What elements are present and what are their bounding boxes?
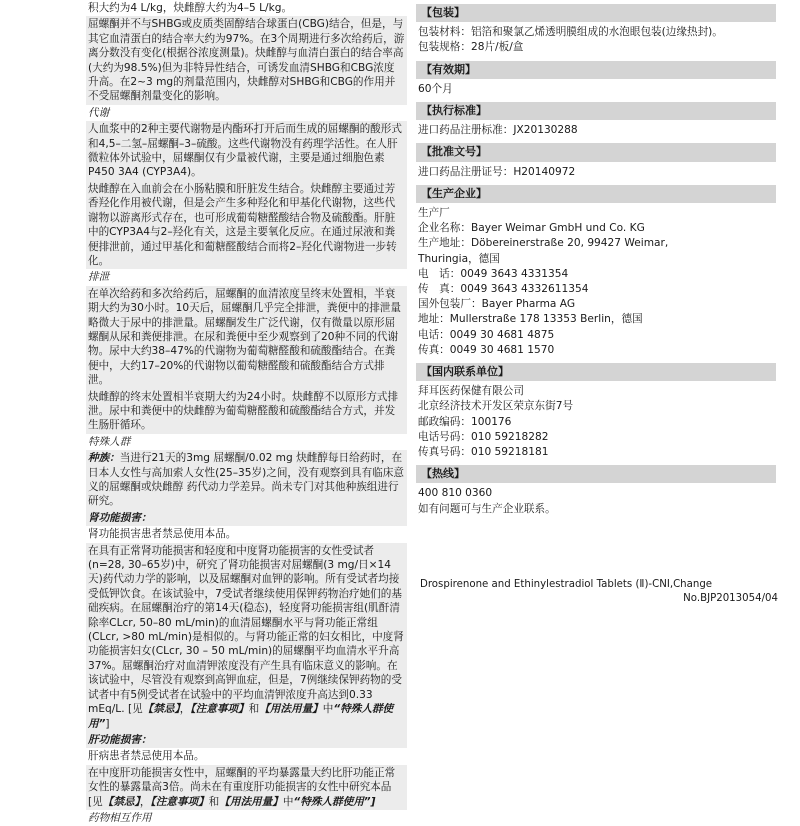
contact-company: 拜耳医药保健有限公司 [418,385,524,398]
packaging-spec-value: 28片/板/盒 [470,41,524,54]
contact-fax: 010 59218181 [470,446,549,459]
manufacturer-tel: 0049 3643 4331354 [460,267,569,280]
metabolism-text-1: 人血浆中的2种主要代谢物是内酯环打开后而生成的屈螺酮的酸形式和4,5–二氢–屈螺酮–3–硫酸。这些代谢物没有药理学活性。在人肝微粒体外试验中，屈螺酮仅有少量被代谢，主要是通过细胞色素P450 3A4 (CYP3A4)。 [86,121,407,181]
packager-fax-line [416,343,776,357]
packager-fax-label: 传真： [418,343,450,356]
packager-name: Bayer Pharma AG [481,298,576,311]
manufacturer-address-line [416,236,776,250]
expiry-heading: 【有效期】 [416,61,776,79]
contact-tel: 010 59218282 [470,430,549,443]
standard-label: 进口药品注册标准： [418,124,514,137]
packaging-spec-label: 包装规格： [418,41,471,54]
approval-line [416,165,776,179]
document-footer [420,578,778,606]
hepatic-text: 在中度肝功能损害女性中，屈螺酮的平均暴露量大约比肝功能正常女性的暴露量高3倍。尚未在有重度肝功能损害的女性中研究本品 [见 [88,766,396,808]
manufacturer-heading: 【生产企业】 [416,185,776,203]
metabolism-heading: 代谢 [88,106,110,119]
manufacturer-fax: 0049 3643 4332611354 [460,283,589,296]
hepatic-contraindication: 肝病患者禁忌使用本品。 [88,750,205,763]
hepatic-ref-contra: 【禁忌】 [102,795,140,808]
left-column [86,0,407,824]
footer-product-line: Drospirenone and Ethinylestradiol Tablets (Ⅱ)-CNI,Change [420,579,713,590]
packager-address: Mullerstraße 178 13353 Berlin，德国 [449,313,643,326]
manufacturer-name: Bayer Weimar GmbH und Co. KG [470,222,645,235]
manufacturer-tel-label: 电 话： [418,267,461,280]
packager-label: 国外包装厂： [418,298,482,311]
hepatic-ref-comma: ， [139,795,151,808]
contact-zip-label: 邮政编码： [418,415,471,428]
contact-address: 北京经济技术开发区荣京东街7号 [418,400,574,413]
hepatic-paragraph [86,765,407,810]
renal-paragraph [86,543,407,732]
hepatic-label: 肝功能损害： [88,733,152,746]
standard-value: JX20130288 [513,124,578,137]
excretion-text-1: 在单次给药和多次给药后，屈螺酮的血清浓度呈终末处置相，半衰期大约为30小时。10天后，屈螺酮几乎完全排泄，粪便中的排泄量略微大于尿中的排泄量。屈螺酮发生广泛代谢，仅有微量以原形屈螺酮从尿和粪便排泄。在尿和粪便中至少观察到了20种不同的代谢物。尿中大约38–47%的代谢物为葡萄糖醛酸和硫酸酯结合。在粪便中，大约17–20%的代谢物以葡萄糖醛酸和硫酸酯结合方式排泄。 [86,286,407,389]
packaging-material-value: 铝箔和聚氯乙烯透明膜组成的水泡眼包装(边缘热封)。 [470,26,723,39]
packager-line [416,297,776,311]
excretion-text-2: 炔雌醇的终末处置相半衰期大约为24小时。炔雌醇不以原形方式排泄。尿中和粪便中的炔雌醇为葡萄糖醛酸和硫酸酯结合方式，并发生肠肝循环。 [86,389,407,434]
footer-reference-number: No.BJP2013054/04 [683,593,778,604]
standard-heading: 【执行标准】 [416,102,776,120]
hepatic-label-line [86,732,407,748]
ref-special-use: “特殊人群使用” [88,703,394,730]
standard-line [416,123,776,137]
special-populations-heading: 特殊人群 [88,435,131,448]
ref-contraindications: 【禁忌】 [142,703,180,716]
renal-contraindication: 肾功能损害患者禁忌使用本品。 [88,528,237,541]
contact-zip: 100176 [470,415,512,428]
manufacturer-tel-line [416,267,776,281]
ref-dosage: 【用法用量】 [259,703,323,716]
packager-address-line [416,312,776,326]
packaging-heading: 【包装】 [416,4,776,22]
drug-interactions-heading: 药物相互作用 [88,811,152,824]
packager-address-label: 地址： [418,313,450,326]
ref-and: 和 [248,703,260,716]
manufacturer-fax-label: 传 真： [418,283,461,296]
packager-tel: 0049 30 4681 4875 [449,328,555,341]
hepatic-ref-special-use: “特殊人群使用”] [293,795,376,808]
hepatic-ref-precautions: 【注意事项】 [150,795,209,808]
ref-comma: ， [179,703,191,716]
packager-tel-line [416,328,776,342]
packaging-spec [416,40,776,54]
manufacturer-name-label: 企业名称： [418,222,471,235]
race-paragraph [86,450,407,510]
approval-label: 进口药品注册证号： [418,165,514,178]
manufacturer-plant: 生产厂 [418,207,450,220]
packager-fax: 0049 30 4681 1570 [449,343,555,356]
hepatic-ref-mid: 中 [282,795,294,808]
manufacturer-address: Döbereinerstraße 20, 99427 Weimar, [470,237,669,250]
hepatic-ref-and: 和 [208,795,220,808]
ref-close: ] [105,717,110,730]
ref-precautions: 【注意事项】 [190,703,249,716]
expiry-value: 60个月 [418,82,453,95]
manufacturer-fax-line [416,282,776,296]
hotline-number: 400 810 0360 [418,487,493,500]
contact-zip-line [416,415,776,429]
renal-text: 在具有正常肾功能损害和轻度和中度肾功能损害的女性受试者(n=28, 30–65岁)中，研究了肾功能损害对屈螺酮(3 mg/日×14天)药代动力学的影响，以及屈螺酮对血钾的影响。所有受试者均接受低钾饮食。在该试验中，7受试者继续使用保钾药物治疗她们的基础疾病。在屈螺酮治疗的第14天(稳态)，轻度肾功能损害组(肌酐清除率CLcr, 50–80 mL/min)的血清屈螺酮水平与肾功能正常组(CLcr, >80 mL/min)是相似的。与肾功能正常的妇女相比，中度肾功能损害妇女(CLcr, 30 – 50 mL/min)的屈螺酮平均血清水平升高37%。屈螺酮治疗对血清钾浓度没有产生具有临床意义的影响。在该试验中，尽管没有观察到高钾血症，但是，7例继续保钾药物的受试者中有5例受试者在试验中的平均血清钾浓度升高达到0.33 mEq/L. [见 [88,544,404,716]
contact-fax-label: 传真号码： [418,446,471,459]
contact-tel-line [416,430,776,444]
race-label: 种族： [88,452,120,465]
protein-binding-text: 屈螺酮并不与SHBG或皮质类固醇结合球蛋白(CBG)结合，但是，与其它血清蛋白的结合率大约为97%。在3个周期进行多次给药后，游离分数没有变化(根据谷浓度测量)。炔雌醇与血清白蛋白的结合率高(大约为98.5%)但为非特异性结合，可诱发血清SHBG和CBG浓度升高。在2~3 mg的剂量范围内，炔雌醇对SHBG和CBG的作用并不受屈螺酮剂量变化的影响。 [86,16,407,104]
hotline-note: 如有问题可与生产企业联系。 [418,502,556,515]
metabolism-text-2: 炔雌醇在入血前会在小肠粘膜和肝脏发生结合。炔雌醇主要通过芳香羟化作用被代谢，但是会产生多种羟化和甲基化代谢物，这些代谢物以游离形式存在，也可形成葡萄糖醛酸结合物及硫酸酯。肝脏中的CYP3A4与2–羟化有关，这是主要氧化反应。在通过尿液和粪便排泄前，通过甲基化和葡糖醛酸结合而将2–羟化代谢物进一步转化。 [86,181,407,269]
manufacturer-name-line [416,221,776,235]
renal-label: 肾功能损害： [88,511,152,524]
ref-mid: 中 [322,703,334,716]
contact-tel-label: 电话号码： [418,430,471,443]
manufacturer-address-label: 生产地址： [418,237,471,250]
packaging-material [416,25,776,39]
race-text: 当进行21天的3mg 屈螺酮/0.02 mg 炔雌醇每日给药时，在日本人女性与高加索人女性(25–35岁)之间，没有观察到具有临床意义的屈螺酮或炔雌醇 药代动力学差异。尚未专门对其他种族组进行研究。 [88,452,404,508]
approval-heading: 【批准文号】 [416,143,776,161]
domestic-contact-heading: 【国内联系单位】 [416,363,776,381]
contact-fax-line [416,445,776,459]
manufacturer-address-line-2: Thuringia，德国 [418,252,500,265]
packager-tel-label: 电话： [418,328,450,341]
right-column [416,0,776,515]
renal-label-line [86,510,407,526]
hotline-heading: 【热线】 [416,465,776,483]
approval-value: H20140972 [513,165,576,178]
packaging-material-label: 包装材料： [418,26,471,39]
excretion-heading: 排泄 [88,271,110,284]
hepatic-ref-dosage: 【用法用量】 [219,795,283,808]
volume-distribution-text: 积大约为4 L/kg，炔雌醇大约为4–5 L/kg。 [88,2,293,14]
